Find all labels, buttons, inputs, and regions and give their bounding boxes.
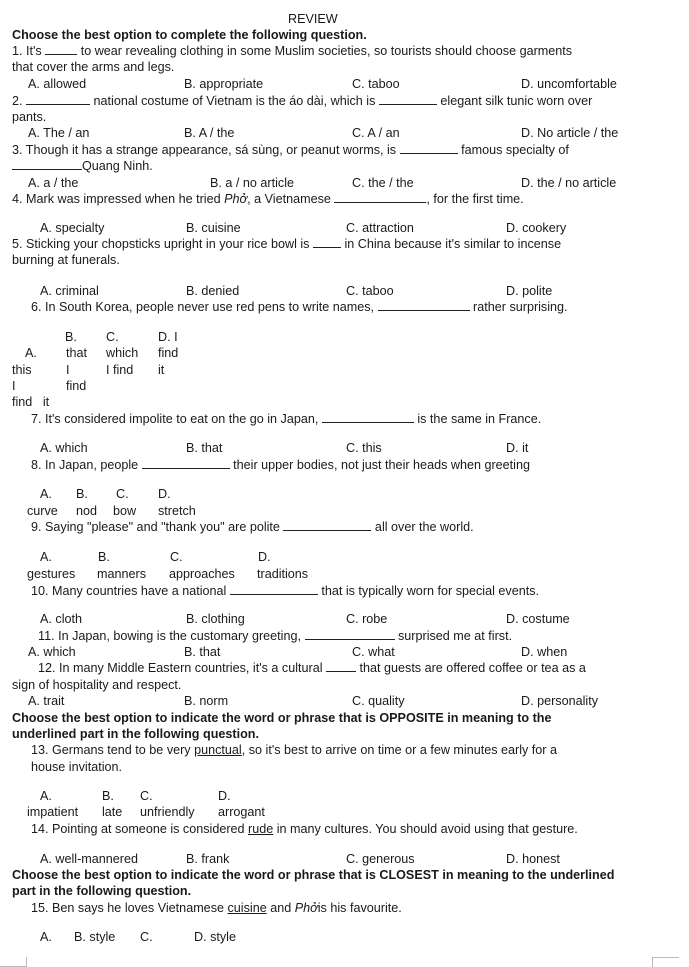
q8-option-b-label[interactable]: B. <box>76 487 88 501</box>
q8-option-a-label[interactable]: A. <box>40 487 52 501</box>
q1-blank <box>45 44 77 55</box>
question-15 <box>31 901 402 916</box>
q2-text-c: elegant silk tunic worn over <box>436 94 593 108</box>
question-7 <box>31 412 541 427</box>
q12-text-a: 12. In many Middle Eastern countries, it's a cultural <box>38 661 326 675</box>
q8-blank <box>142 458 230 469</box>
q15-text-pho: Phở <box>294 901 318 915</box>
q6-option-d-label[interactable]: D. I <box>158 330 178 344</box>
q12-text-c: sign of hospitality and respect. <box>12 678 182 692</box>
question-8 <box>31 458 530 473</box>
q1-text-a: 1. It's <box>12 44 46 58</box>
q14-option-c[interactable]: C. generous <box>346 852 415 866</box>
q6-frag-it-2: it <box>42 395 50 409</box>
q15-option-a[interactable]: A. <box>40 930 52 944</box>
question-6 <box>31 300 568 315</box>
q14-underlined-word: rude <box>248 822 274 836</box>
q15-option-d[interactable]: D. style <box>194 930 236 944</box>
q6-frag-i-2: I <box>12 379 16 393</box>
q3-option-a[interactable]: A. a / the <box>28 176 79 190</box>
q3-option-d[interactable]: D. the / no article <box>521 176 617 190</box>
q12-text-b: that guests are offered coffee or tea as a <box>356 661 586 675</box>
q4-blank <box>334 192 426 203</box>
q12-blank <box>326 661 356 672</box>
q1-option-c[interactable]: C. taboo <box>352 77 400 91</box>
q7-option-b[interactable]: B. that <box>186 441 223 455</box>
q2-option-c[interactable]: C. A / an <box>352 126 400 140</box>
q10-option-c[interactable]: C. robe <box>346 612 388 626</box>
q5-option-c[interactable]: C. taboo <box>346 284 394 298</box>
q4-text-d: , for the first time. <box>426 192 524 206</box>
q15-text-c: is his favourite. <box>317 901 402 915</box>
q11-option-a[interactable]: A. which <box>28 645 76 659</box>
q14-option-d[interactable]: D. honest <box>506 852 560 866</box>
section-heading-complete: Choose the best option to complete the following question. <box>12 28 367 42</box>
q6-frag-find-3-word: find <box>12 395 33 409</box>
q8-option-b-text: nod <box>76 504 98 518</box>
page-corner-mark-left <box>0 957 27 967</box>
page-title: REVIEW <box>288 12 338 26</box>
q1-option-d[interactable]: D. uncomfortable <box>521 77 617 91</box>
q2-text-d: pants. <box>12 110 47 124</box>
section-heading-opposite-line-1: Choose the best option to indicate the word or phrase that is OPPOSITE in meaning to the <box>12 711 552 725</box>
q11-text-b: surprised me at first. <box>394 629 513 643</box>
q7-text-b: is the same in France. <box>413 412 542 426</box>
q14-option-b[interactable]: B. frank <box>186 852 230 866</box>
q5-text-c: burning at funerals. <box>12 253 120 267</box>
q13-option-b-label[interactable]: B. <box>102 789 114 803</box>
q6-frag-find: find <box>158 346 179 360</box>
question-10 <box>31 584 539 599</box>
q9-option-a-text: gestures <box>27 567 76 581</box>
q6-option-c-label[interactable]: C. <box>106 330 119 344</box>
q8-option-d-text: stretch <box>158 504 196 518</box>
q9-option-d-label[interactable]: D. <box>258 550 271 564</box>
q3-text-a: 3. Though it has a strange appearance, sá sùng, or peanut worms, is <box>12 143 400 157</box>
q13-option-c-label[interactable]: C. <box>140 789 153 803</box>
q15-option-c[interactable]: C. <box>140 930 153 944</box>
q1-text-c: that cover the arms and legs. <box>12 60 175 74</box>
q3-line-2 <box>12 159 153 174</box>
q13-option-d-text: arrogant <box>218 805 265 819</box>
question-14 <box>31 822 578 837</box>
q15-text-b: and <box>266 901 295 915</box>
q2-text-a: 2. <box>12 94 27 108</box>
section-heading-closest-line-2: part in the following question. <box>12 884 192 898</box>
q4-text-c: , a Vietnamese <box>247 192 335 206</box>
q13-underlined-word: punctual <box>194 743 242 757</box>
q5-option-b[interactable]: B. denied <box>186 284 240 298</box>
q9-option-a-label[interactable]: A. <box>40 550 52 564</box>
q15-text-a: 15. Ben says he loves Vietnamese <box>31 901 228 915</box>
q7-option-d[interactable]: D. it <box>506 441 529 455</box>
q6-blank <box>378 300 470 311</box>
q4-option-b[interactable]: B. cuisine <box>186 221 241 235</box>
q10-blank <box>230 584 318 595</box>
q6-option-a-label[interactable]: A. <box>25 346 37 360</box>
q5-text-a: 5. Sticking your chopsticks upright in your rice bowl is <box>12 237 313 251</box>
question-1 <box>12 44 572 59</box>
q9-option-c-text: approaches <box>169 567 235 581</box>
question-2 <box>12 94 592 109</box>
page-corner-mark-right <box>652 957 679 967</box>
q8-option-d-label[interactable]: D. <box>158 487 171 501</box>
q4-option-c[interactable]: C. attraction <box>346 221 414 235</box>
q11-blank <box>305 629 395 640</box>
q13-text-a: 13. Germans tend to be very <box>31 743 195 757</box>
q3-blank-2 <box>12 159 82 170</box>
q7-option-a[interactable]: A. which <box>40 441 88 455</box>
q9-option-c-label[interactable]: C. <box>170 550 183 564</box>
q6-frag-find-3 <box>12 395 49 410</box>
q9-text-a: 9. Saying "please" and "thank you" are polite <box>31 520 284 534</box>
q12-option-a[interactable]: A. trait <box>28 694 65 708</box>
q9-blank <box>283 520 371 531</box>
q6-frag-i-find: I find <box>106 363 134 377</box>
q10-text-b: that is typically worn for special events. <box>317 584 540 598</box>
q14-text-b: in many cultures. You should avoid using that gesture. <box>273 822 578 836</box>
q10-text-a: 10. Many countries have a national <box>31 584 230 598</box>
q4-text-pho: Phở <box>224 192 248 206</box>
q14-option-a[interactable]: A. well-mannered <box>40 852 138 866</box>
q11-option-c[interactable]: C. what <box>352 645 395 659</box>
q14-text-a: 14. Pointing at someone is considered <box>31 822 249 836</box>
section-heading-opposite-line-2: underlined part in the following question. <box>12 727 259 741</box>
q13-option-d-label[interactable]: D. <box>218 789 231 803</box>
q13-option-c-text: unfriendly <box>140 805 195 819</box>
q12-option-b[interactable]: B. norm <box>184 694 229 708</box>
q2-blank-1 <box>26 94 90 105</box>
q4-option-a[interactable]: A. specialty <box>40 221 105 235</box>
q6-frag-find-2: find <box>66 379 87 393</box>
q7-option-c[interactable]: C. this <box>346 441 382 455</box>
q13-text-b: , so it's best to arrive on time or a few minutes early for a <box>241 743 558 757</box>
question-12 <box>38 661 586 676</box>
q15-underlined-word: cuisine <box>227 901 267 915</box>
q8-option-c-text: bow <box>113 504 137 518</box>
question-3 <box>12 143 569 158</box>
q5-blank <box>313 237 341 248</box>
question-11 <box>38 629 512 644</box>
q11-option-d[interactable]: D. when <box>521 645 568 659</box>
q2-blank-2 <box>379 94 437 105</box>
q2-option-d[interactable]: D. No article / the <box>521 126 619 140</box>
q9-text-b: all over the world. <box>371 520 474 534</box>
q12-option-c[interactable]: C. quality <box>352 694 405 708</box>
q2-option-a[interactable]: A. The / an <box>28 126 90 140</box>
q10-option-a[interactable]: A. cloth <box>40 612 82 626</box>
question-5 <box>12 237 561 252</box>
q8-text-b: their upper bodies, not just their heads when greeting <box>229 458 530 472</box>
q13-option-b-text: late <box>102 805 123 819</box>
q3-option-b[interactable]: B. a / no article <box>210 176 294 190</box>
q3-blank-1 <box>400 143 458 154</box>
q3-option-c[interactable]: C. the / the <box>352 176 414 190</box>
q15-option-b[interactable]: B. style <box>74 930 116 944</box>
q8-option-a-text: curve <box>27 504 58 518</box>
q5-option-d[interactable]: D. polite <box>506 284 553 298</box>
q3-text-c: Quang Ninh. <box>82 159 153 173</box>
q9-option-b-text: manners <box>97 567 146 581</box>
q4-text-a: 4. Mark was impressed when he tried <box>12 192 225 206</box>
q13-option-a-label[interactable]: A. <box>40 789 52 803</box>
q12-option-d[interactable]: D. personality <box>521 694 598 708</box>
q3-text-b: famous specialty of <box>457 143 569 157</box>
q13-option-a-text: impatient <box>27 805 79 819</box>
question-13 <box>31 743 557 758</box>
q10-option-d[interactable]: D. costume <box>506 612 570 626</box>
q11-option-b[interactable]: B. that <box>184 645 221 659</box>
q10-option-b[interactable]: B. clothing <box>186 612 245 626</box>
q9-option-b-label[interactable]: B. <box>98 550 110 564</box>
section-heading-closest-line-1: Choose the best option to indicate the word or phrase that is CLOSEST in meaning to the underlined <box>12 868 615 882</box>
q2-option-b[interactable]: B. A / the <box>184 126 235 140</box>
q2-text-b: national costume of Vietnam is the áo dài, which is <box>90 94 379 108</box>
q8-text-a: 8. In Japan, people <box>31 458 142 472</box>
q6-frag-this: this <box>12 363 32 377</box>
q5-text-b: in China because it's similar to incense <box>340 237 562 251</box>
q1-option-a[interactable]: A. allowed <box>28 77 87 91</box>
q6-option-b-label[interactable]: B. <box>65 330 77 344</box>
q6-frag-it: it <box>158 363 165 377</box>
question-9 <box>31 520 474 535</box>
q6-frag-which: which <box>106 346 139 360</box>
q7-blank <box>322 412 414 423</box>
q6-text-b: rather surprising. <box>469 300 568 314</box>
q11-text-a: 11. In Japan, bowing is the customary greeting, <box>38 629 305 643</box>
q1-option-b[interactable]: B. appropriate <box>184 77 264 91</box>
q8-option-c-label[interactable]: C. <box>116 487 129 501</box>
q13-text-c: house invitation. <box>31 760 123 774</box>
q5-option-a[interactable]: A. criminal <box>40 284 99 298</box>
q1-text-b: to wear revealing clothing in some Muslim societies, so tourists should choose garments <box>77 44 573 58</box>
q6-frag-that: that <box>66 346 88 360</box>
q4-option-d[interactable]: D. cookery <box>506 221 567 235</box>
q6-text-a: 6. In South Korea, people never use red pens to write names, <box>31 300 378 314</box>
q9-option-d-text: traditions <box>257 567 309 581</box>
question-4 <box>12 192 524 207</box>
q6-frag-i: I <box>66 363 70 377</box>
q7-text-a: 7. It's considered impolite to eat on the go in Japan, <box>31 412 322 426</box>
